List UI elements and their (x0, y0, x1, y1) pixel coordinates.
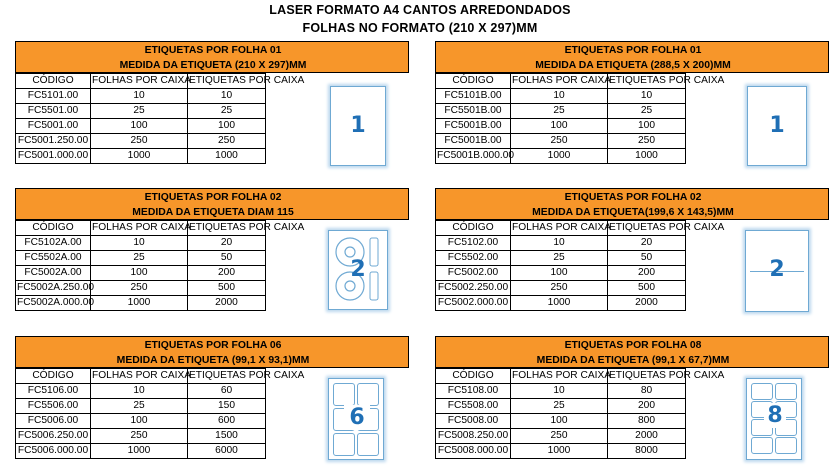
labels-cell: 2000 (608, 296, 686, 311)
sheets-cell: 250 (91, 134, 188, 149)
block-measure: MEDIDA DA ETIQUETA (99,1 X 93,1)MM (116, 355, 310, 366)
sheet-preview-icon (747, 86, 807, 166)
table-row (436, 281, 686, 296)
sheets-cell: 100 (91, 414, 188, 429)
table-row (16, 414, 266, 429)
code-cell: FC5502.00 (436, 251, 511, 266)
sheets-cell: 250 (511, 134, 608, 149)
price-table (15, 220, 305, 311)
block-header (435, 336, 829, 368)
labels-cell: 20 (608, 236, 686, 251)
col-header-code: CÓDIGO (436, 74, 511, 89)
block-measure: MEDIDA DA ETIQUETA (210 X 297)MM (119, 60, 307, 71)
code-cell: FC5102.00 (436, 236, 511, 251)
table-row (436, 251, 686, 266)
code-cell: FC5002.00 (436, 266, 511, 281)
labels-cell: 2000 (608, 429, 686, 444)
sheets-cell: 10 (511, 89, 608, 104)
code-cell: FC5002A.250.00 (16, 281, 91, 296)
table-header-row (436, 221, 686, 236)
code-cell: FC5501B.00 (436, 104, 511, 119)
price-table (435, 220, 725, 311)
sheets-cell: 100 (511, 266, 608, 281)
sheets-cell: 250 (511, 281, 608, 296)
sheets-cell: 100 (511, 119, 608, 134)
col-header-code: CÓDIGO (436, 221, 511, 236)
price-table (15, 73, 305, 164)
sheets-cell: 10 (91, 236, 188, 251)
table-row (16, 119, 266, 134)
labels-cell: 200 (608, 399, 686, 414)
sheet-count: 1 (350, 113, 366, 138)
labels-cell: 200 (188, 266, 266, 281)
page-subtitle: FOLHAS NO FORMATO (210 X 297)MM (302, 21, 538, 35)
table-header-row (16, 369, 266, 384)
code-cell: FC5108.00 (436, 384, 511, 399)
labels-cell: 8000 (608, 444, 686, 459)
labels-cell: 200 (608, 266, 686, 281)
labels-cell: 1000 (188, 149, 266, 164)
table-row (436, 89, 686, 104)
labels-cell: 100 (608, 119, 686, 134)
table-row (436, 414, 686, 429)
sheet-count: 1 (769, 113, 785, 138)
sheets-cell: 10 (511, 384, 608, 399)
block-title: ETIQUETAS POR FOLHA 01 (144, 45, 282, 56)
col-header-labels: ETIQUETAS POR CAIXA (188, 74, 266, 89)
sheet-count: 2 (350, 257, 366, 282)
code-cell: FC5006.000.00 (16, 444, 91, 459)
col-header-sheets: FOLHAS POR CAIXA (91, 221, 188, 236)
sheets-cell: 250 (91, 281, 188, 296)
sheets-cell: 10 (511, 236, 608, 251)
block-title: ETIQUETAS POR FOLHA 01 (564, 45, 702, 56)
sheets-cell: 1000 (91, 444, 188, 459)
table-row (436, 296, 686, 311)
col-header-code: CÓDIGO (16, 369, 91, 384)
code-cell: FC5001B.00 (436, 134, 511, 149)
price-table (435, 368, 725, 459)
col-header-sheets: FOLHAS POR CAIXA (91, 369, 188, 384)
table-row (436, 384, 686, 399)
labels-cell: 800 (608, 414, 686, 429)
code-cell: FC5508.00 (436, 399, 511, 414)
code-cell: FC5008.00 (436, 414, 511, 429)
sheets-cell: 25 (91, 399, 188, 414)
code-cell: FC5006.00 (16, 414, 91, 429)
sheets-cell: 25 (511, 251, 608, 266)
col-header-labels: ETIQUETAS POR CAIXA (188, 369, 266, 384)
sheet-preview-icon (328, 378, 384, 460)
sheet-count: 6 (344, 405, 370, 430)
labels-cell: 1500 (188, 429, 266, 444)
table-row (16, 251, 266, 266)
col-header-sheets: FOLHAS POR CAIXA (511, 369, 608, 384)
labels-cell: 250 (188, 134, 266, 149)
table-row (16, 296, 266, 311)
code-cell: FC5002A.000.00 (16, 296, 91, 311)
code-cell: FC5008.250.00 (436, 429, 511, 444)
code-cell: FC5506.00 (16, 399, 91, 414)
code-cell: FC5002.000.00 (436, 296, 511, 311)
block-measure: MEDIDA DA ETIQUETA DIAM 115 (132, 207, 294, 218)
price-table (435, 73, 725, 164)
table-row (436, 149, 686, 164)
table-row (16, 281, 266, 296)
table-header-row (16, 221, 266, 236)
block-title: ETIQUETAS POR FOLHA 08 (564, 340, 702, 351)
page-title: LASER FORMATO A4 CANTOS ARREDONDADOS (269, 3, 571, 17)
col-header-sheets: FOLHAS POR CAIXA (91, 74, 188, 89)
sheets-cell: 1000 (511, 444, 608, 459)
sheets-cell: 100 (91, 119, 188, 134)
code-cell: FC5002A.00 (16, 266, 91, 281)
code-cell: FC5101.00 (16, 89, 91, 104)
code-cell: FC5101B.00 (436, 89, 511, 104)
sheets-cell: 10 (91, 89, 188, 104)
labels-cell: 2000 (188, 296, 266, 311)
sheet-preview-icon (330, 86, 386, 166)
sheets-cell: 100 (91, 266, 188, 281)
table-row (16, 429, 266, 444)
sheet-count: 2 (769, 257, 785, 282)
table-row (16, 444, 266, 459)
sheets-cell: 1000 (511, 149, 608, 164)
labels-cell: 50 (188, 251, 266, 266)
col-header-code: CÓDIGO (16, 221, 91, 236)
labels-cell: 10 (608, 89, 686, 104)
block-header (435, 188, 829, 220)
code-cell: FC5001.000.00 (16, 149, 91, 164)
col-header-code: CÓDIGO (436, 369, 511, 384)
sheets-cell: 250 (511, 429, 608, 444)
code-cell: FC5006.250.00 (16, 429, 91, 444)
sheets-cell: 25 (511, 104, 608, 119)
table-row (436, 399, 686, 414)
labels-cell: 25 (188, 104, 266, 119)
sheet-preview-icon (746, 378, 802, 460)
table-row (16, 266, 266, 281)
sheets-cell: 100 (511, 414, 608, 429)
sheets-cell: 1000 (91, 149, 188, 164)
code-cell: FC5001B.00 (436, 119, 511, 134)
labels-cell: 1000 (608, 149, 686, 164)
table-header-row (16, 74, 266, 89)
table-row (16, 104, 266, 119)
col-header-labels: ETIQUETAS POR CAIXA (608, 74, 686, 89)
table-row (16, 399, 266, 414)
sheets-cell: 25 (91, 251, 188, 266)
table-row (436, 266, 686, 281)
labels-cell: 10 (188, 89, 266, 104)
code-cell: FC5002.250.00 (436, 281, 511, 296)
labels-cell: 500 (188, 281, 266, 296)
labels-cell: 80 (608, 384, 686, 399)
col-header-code: CÓDIGO (16, 74, 91, 89)
block-measure: MEDIDA DA ETIQUETA(199,6 X 143,5)MM (532, 207, 734, 218)
code-cell: FC5008.000.00 (436, 444, 511, 459)
sheets-cell: 1000 (91, 296, 188, 311)
sheets-cell: 25 (91, 104, 188, 119)
table-header-row (436, 74, 686, 89)
table-row (436, 134, 686, 149)
table-row (436, 429, 686, 444)
code-cell: FC5102A.00 (16, 236, 91, 251)
block-measure: MEDIDA DA ETIQUETA (99,1 X 67,7)MM (536, 355, 730, 366)
labels-cell: 250 (608, 134, 686, 149)
sheets-cell: 25 (511, 399, 608, 414)
labels-cell: 500 (608, 281, 686, 296)
labels-cell: 600 (188, 414, 266, 429)
block-title: ETIQUETAS POR FOLHA 02 (564, 192, 702, 203)
code-cell: FC5001.250.00 (16, 134, 91, 149)
col-header-labels: ETIQUETAS POR CAIXA (188, 221, 266, 236)
table-row (16, 149, 266, 164)
table-row (436, 236, 686, 251)
block-title: ETIQUETAS POR FOLHA 02 (144, 192, 282, 203)
code-cell: FC5501.00 (16, 104, 91, 119)
code-cell: FC5502A.00 (16, 251, 91, 266)
col-header-labels: ETIQUETAS POR CAIXA (608, 369, 686, 384)
block-header (15, 336, 409, 368)
labels-cell: 150 (188, 399, 266, 414)
block-header (435, 41, 829, 73)
code-cell: FC5001.00 (16, 119, 91, 134)
table-row (436, 104, 686, 119)
code-cell: FC5106.00 (16, 384, 91, 399)
table-row (16, 384, 266, 399)
labels-cell: 50 (608, 251, 686, 266)
block-header (15, 41, 409, 73)
sheet-preview-icon (328, 230, 388, 310)
block-header (15, 188, 409, 220)
sheet-preview-icon (745, 230, 809, 312)
table-row (16, 236, 266, 251)
sheet-count: 8 (764, 403, 786, 428)
table-row (436, 444, 686, 459)
col-header-labels: ETIQUETAS POR CAIXA (608, 221, 686, 236)
sheets-cell: 250 (91, 429, 188, 444)
price-table (15, 368, 305, 459)
col-header-sheets: FOLHAS POR CAIXA (511, 221, 608, 236)
table-row (16, 134, 266, 149)
table-row (436, 119, 686, 134)
labels-cell: 60 (188, 384, 266, 399)
code-cell: FC5001B.000.00 (436, 149, 511, 164)
labels-cell: 25 (608, 104, 686, 119)
block-measure: MEDIDA DA ETIQUETA (288,5 X 200)MM (535, 60, 731, 71)
table-row (16, 89, 266, 104)
labels-cell: 100 (188, 119, 266, 134)
sheets-cell: 1000 (511, 296, 608, 311)
col-header-sheets: FOLHAS POR CAIXA (511, 74, 608, 89)
block-title: ETIQUETAS POR FOLHA 06 (144, 340, 282, 351)
sheets-cell: 10 (91, 384, 188, 399)
labels-cell: 6000 (188, 444, 266, 459)
labels-cell: 20 (188, 236, 266, 251)
table-header-row (436, 369, 686, 384)
